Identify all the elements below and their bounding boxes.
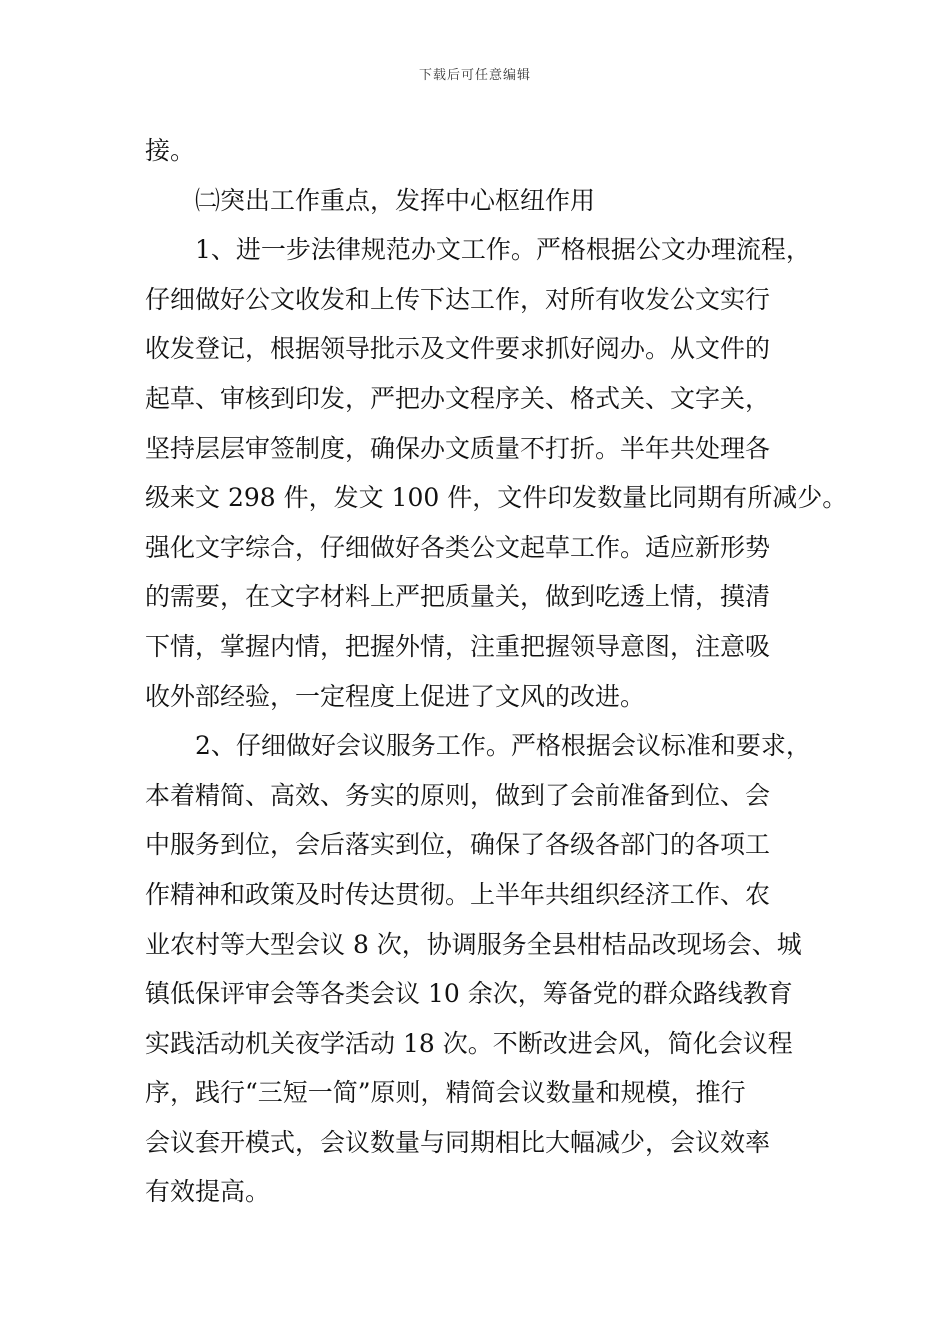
text-line: 接。 [145, 136, 196, 165]
text-line: 收外部经验，一定程度上促进了文风的改进。 [145, 681, 646, 711]
section-heading: ㈡突出工作重点，发挥中心枢纽作用 [195, 185, 596, 215]
text-line: 会议套开模式，会议数量与同期相比大幅减少，会议效率 [145, 1127, 771, 1157]
text-line: 仔细做好公文收发和上传下达工作，对所有收发公文实行 [145, 284, 771, 314]
text-line: 1、进一步法律规范办文工作。严格根据公文办理流程， [195, 235, 811, 265]
text-line: 作精神和政策及时传达贯彻。上半年共组织经济工作、农 [145, 879, 771, 909]
text-line: 下情，掌握内情，把握外情，注重把握领导意图，注意吸 [145, 631, 771, 661]
text-line: 级来文 298 件，发文 100 件，文件印发数量比同期有所减少。 [145, 483, 848, 513]
text-line: 的需要，在文字材料上严把质量关，做到吃透上情，摸清 [145, 582, 771, 612]
page-header: 下载后可任意编辑 [418, 68, 531, 83]
text-line: 强化文字综合，仔细做好各类公文起草工作。适应新形势 [145, 532, 771, 562]
text-line: 镇低保评审会等各类会议 10 余次，筹备党的群众路线教育 [145, 979, 793, 1009]
text-line: 起草、审核到印发，严把办文程序关、格式关、文字关， [145, 383, 771, 413]
text-line: 2、仔细做好会议服务工作。严格根据会议标准和要求， [195, 731, 811, 761]
text-line: 中服务到位，会后落实到位，确保了各级各部门的各项工 [145, 830, 771, 860]
text-line: 序，践行“三短一简”原则，精简会议数量和规模，推行 [145, 1078, 746, 1108]
text-line: 本着精简、高效、务实的原则，做到了会前准备到位、会 [145, 780, 771, 810]
text-line: 坚持层层审签制度，确保办文质量不打折。半年共处理各 [145, 433, 771, 463]
text-line: 收发登记，根据领导批示及文件要求抓好阅办。从文件的 [145, 334, 771, 364]
text-line: 有效提高。 [145, 1177, 271, 1207]
text-line: 实践活动机关夜学活动 18 次。不断改进会风，简化会议程 [145, 1028, 793, 1058]
body-text [145, 126, 848, 1217]
text-line: 业农村等大型会议 8 次，协调服务全县柑桔品改现场会、城 [145, 929, 802, 959]
